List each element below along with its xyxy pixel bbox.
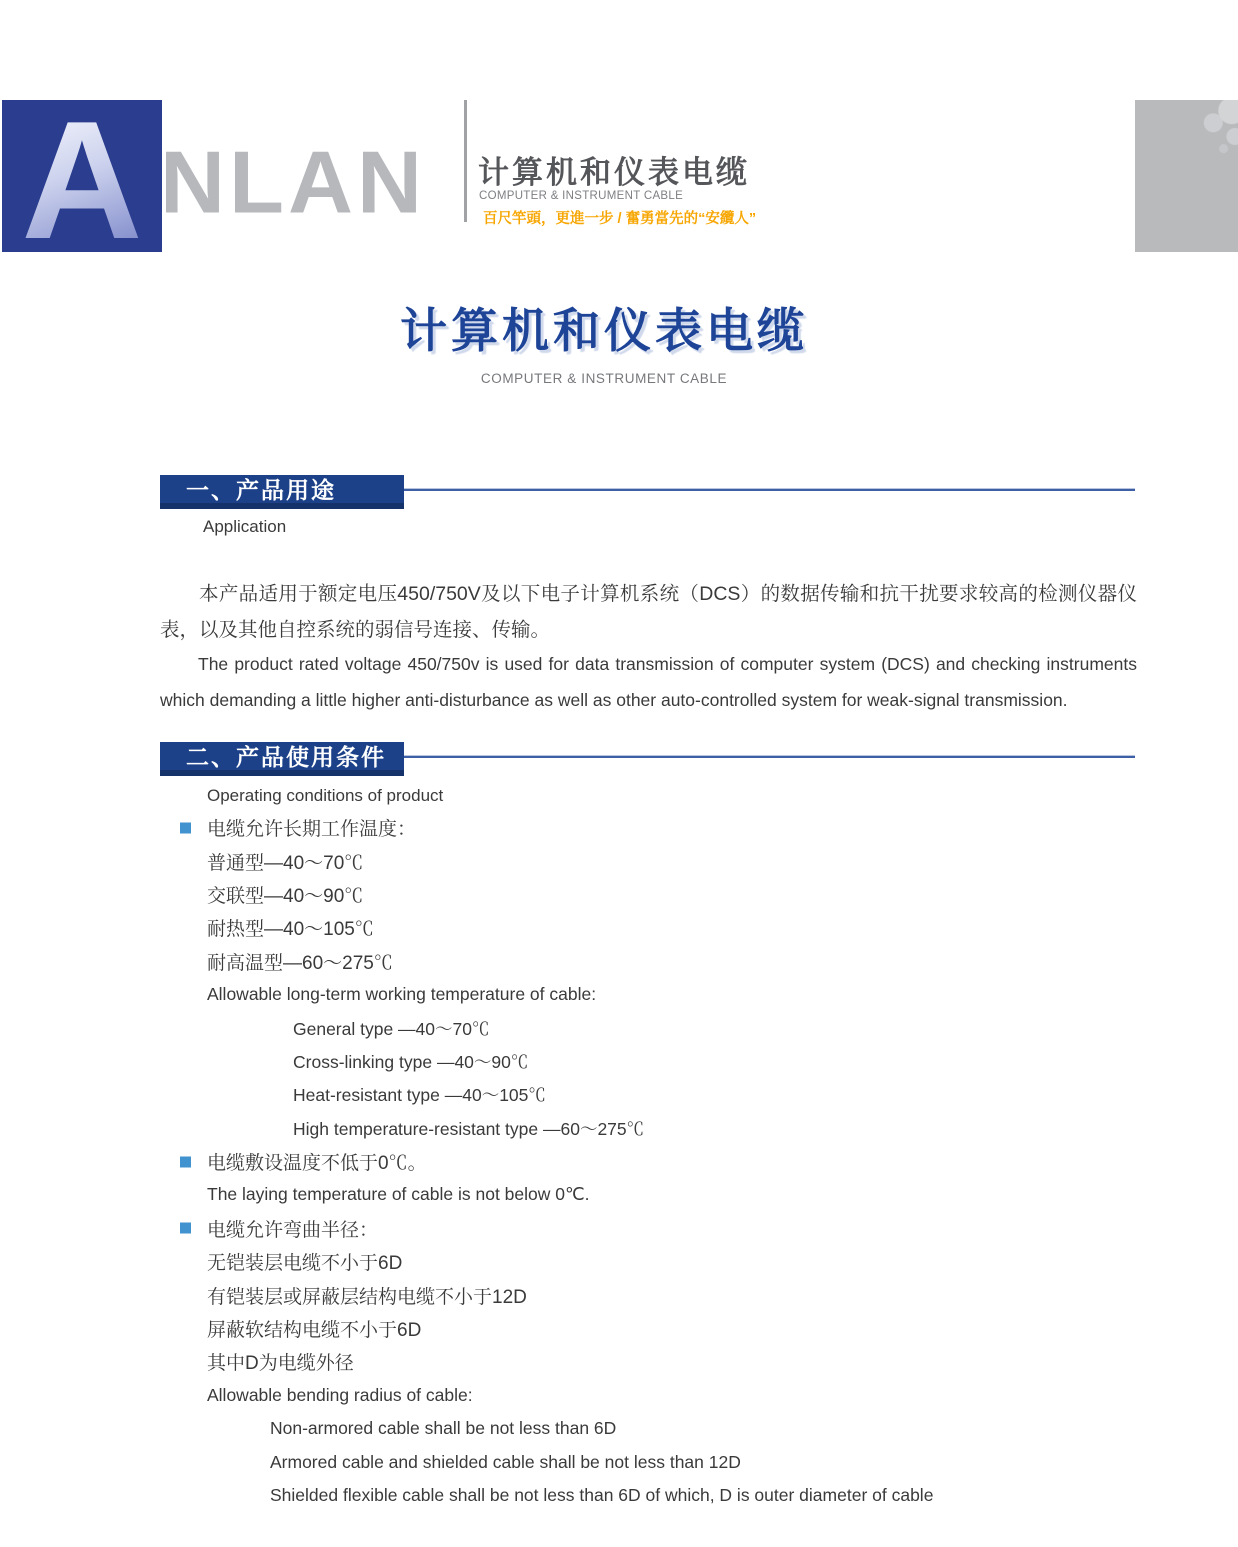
condition-text: 其中D为电缆外径 <box>207 1353 354 1375</box>
condition-item <box>160 945 1140 978</box>
condition-text: 屏蔽软结构电缆不小于6D <box>207 1320 422 1342</box>
condition-item <box>160 1078 1140 1111</box>
condition-text: 无铠装层电缆不小于6D <box>207 1253 403 1275</box>
section1-subheading: Application <box>203 517 287 536</box>
header-divider <box>464 100 467 222</box>
condition-text: Shielded flexible cable shall be not less than 6D of which, D is outer diameter of cable <box>270 1485 934 1505</box>
condition-text: 耐热型—40～105℃ <box>207 919 374 941</box>
condition-text: The laying temperature of cable is not below 0℃. <box>207 1184 590 1205</box>
condition-item <box>160 1312 1140 1345</box>
header-title-cn: 计算机和仪表电缆 <box>478 155 750 190</box>
condition-item <box>160 878 1140 911</box>
page-subtitle: COMPUTER & INSTRUMENT CABLE <box>480 371 728 386</box>
condition-bullet-item <box>160 811 1140 844</box>
conditions-list <box>160 811 1140 1512</box>
condition-item <box>160 1412 1140 1445</box>
condition-text: Allowable long-term working temperature of cable: <box>207 984 597 1005</box>
condition-text: Armored cable and shielded cable shall be not less than 12D <box>270 1451 741 1472</box>
condition-bullet-item <box>160 1212 1140 1245</box>
page-title-block <box>0 294 1208 386</box>
bullet-square-icon <box>180 1223 191 1234</box>
logo-letter-a: A <box>21 86 143 274</box>
section2-subheading: Operating conditions of product <box>207 786 444 805</box>
condition-text: General type —40～70℃ <box>293 1018 490 1039</box>
condition-item <box>160 1011 1140 1044</box>
condition-text: 电缆允许弯曲半径： <box>207 1219 379 1241</box>
condition-text: 电缆敷设温度不低于0℃。 <box>207 1153 427 1175</box>
condition-text: 耐高温型—60～275℃ <box>207 952 393 974</box>
section2-heading: 二、产品使用条件 <box>160 742 404 776</box>
header-title-en: COMPUTER & INSTRUMENT CABLE <box>479 190 684 202</box>
condition-item <box>160 911 1140 944</box>
condition-text: Cross-linking type —40～90℃ <box>293 1051 529 1072</box>
condition-item <box>160 1445 1140 1478</box>
condition-item <box>160 844 1140 877</box>
condition-item <box>160 1045 1140 1078</box>
condition-item <box>160 1345 1140 1378</box>
condition-text: Heat-resistant type —40～105℃ <box>293 1085 546 1106</box>
condition-item <box>160 1479 1140 1512</box>
section1-heading: 一、产品用途 <box>160 475 404 509</box>
condition-item <box>160 1245 1140 1278</box>
condition-bullet-item <box>160 1145 1140 1178</box>
condition-item <box>160 1178 1140 1211</box>
condition-text: 交联型—40～90℃ <box>207 885 364 907</box>
condition-item <box>160 1278 1140 1311</box>
condition-item <box>160 978 1140 1011</box>
logo-letters-nlan: NLAN <box>160 134 426 232</box>
section1-paragraph-cn: 本产品适用于额定电压450/750V及以下电子计算机系统（DCS）的数据传输和抗干扰要求较高的检测仪器仪表，以及其他自控系统的弱信号连接、传输。 <box>160 582 1137 641</box>
condition-item <box>160 1379 1140 1412</box>
header-photo-leaf-image <box>1135 100 1238 252</box>
page-title: 计算机和仪表电缆 <box>400 304 808 357</box>
anlan-logo <box>2 86 162 274</box>
condition-text: Allowable bending radius of cable: <box>207 1384 473 1405</box>
condition-text: Non-armored cable shall be not less than 6D <box>270 1418 617 1439</box>
bullet-square-icon <box>180 1156 191 1167</box>
condition-text: 有铠装层或屏蔽层结构电缆不小于12D <box>207 1286 527 1308</box>
condition-text: 普通型—40～70℃ <box>207 852 364 874</box>
section1-rule <box>404 488 1135 491</box>
condition-text: High temperature-resistant type —60～275℃ <box>293 1118 645 1139</box>
condition-item <box>160 1112 1140 1145</box>
section1-paragraph-en: The product rated voltage 450/750v is used for data transmission of computer system (DCS) and checking instruments which demanding a little higher anti-disturbance as well as other auto-controlled system for weak-signal transmission. <box>160 653 1137 710</box>
condition-text: 电缆允许长期工作温度： <box>207 819 417 841</box>
section2-rule <box>404 755 1135 758</box>
header-slogan: 百尺竿頭，更進一步 / 奮勇當先的“安纜人” <box>483 211 757 227</box>
bullet-square-icon <box>180 822 191 833</box>
